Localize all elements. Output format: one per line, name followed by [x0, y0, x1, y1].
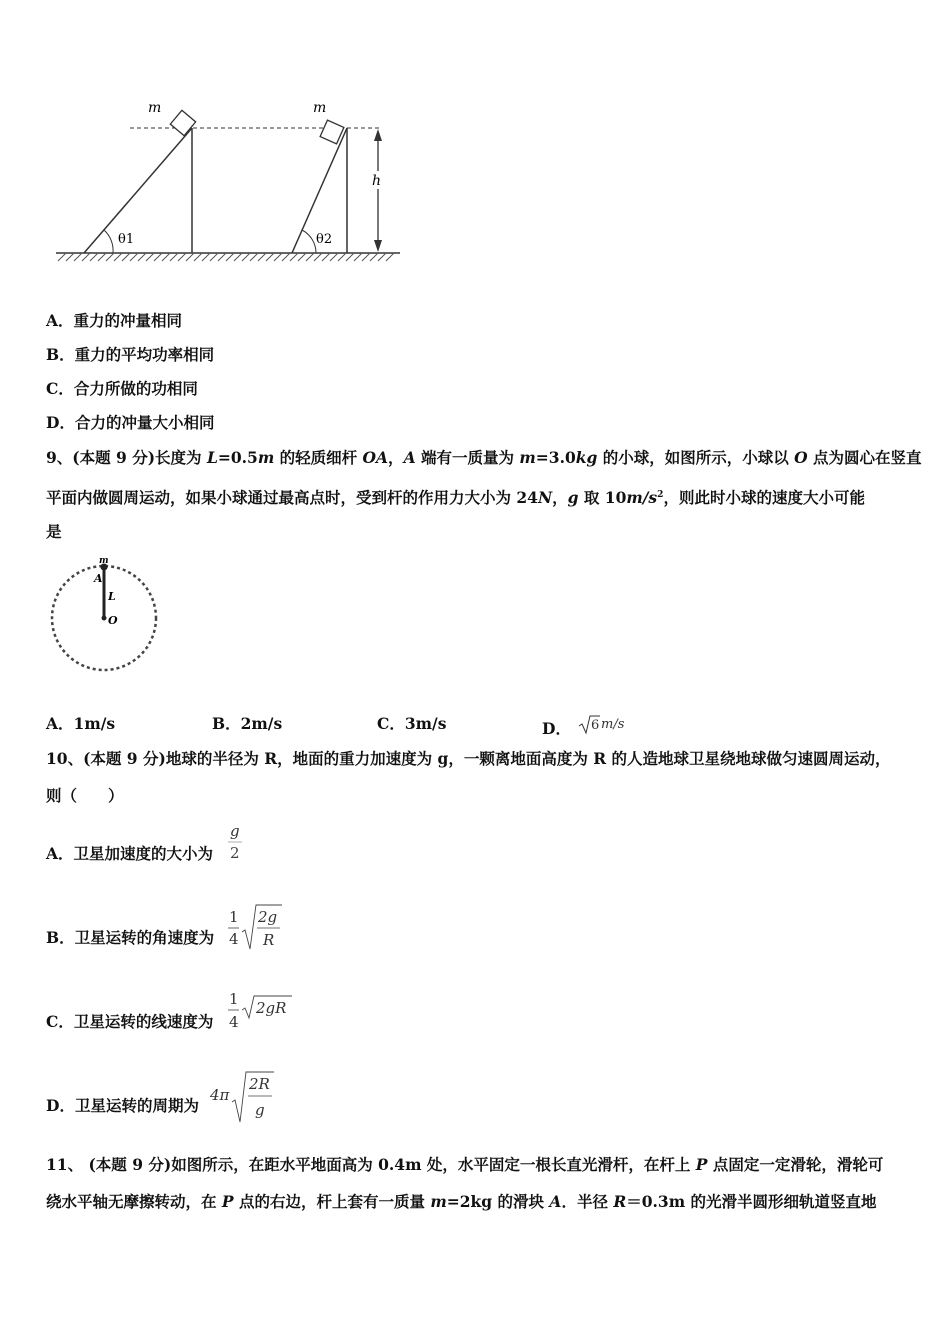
q10-line-2: 则（ ）: [46, 786, 124, 805]
svg-text:2: 2: [230, 844, 240, 862]
right-mass-label: m: [313, 100, 327, 116]
svg-text:1: 1: [229, 990, 239, 1008]
q10-line-1: 10、(本题 9 分)地球的半径为 R，地面的重力加速度为 g，一颗离地面高度为 R 的人造地球卫星绕地球做匀速圆周运动，: [46, 749, 891, 768]
q9-option-b: B．2m/s: [212, 714, 283, 733]
circle-figure: [44, 555, 164, 695]
svg-text:4: 4: [229, 930, 239, 948]
svg-text:4: 4: [229, 1013, 239, 1031]
sqrt6-expression: [578, 714, 634, 736]
q8-option-b: B．重力的平均功率相同: [46, 345, 215, 364]
height-arrow-top: [374, 129, 382, 141]
height-arrow-bottom: [374, 240, 382, 252]
q9-option-d: D． 6 m/s: [542, 714, 634, 739]
left-angle-label: θ1: [118, 232, 135, 247]
q8-option-a: A．重力的冲量相同: [46, 311, 183, 330]
q8-option-c: C．合力所做的功相同: [46, 379, 198, 398]
incline-figure: [50, 95, 410, 270]
left-mass-label: m: [148, 100, 162, 116]
ground-hatch: [58, 253, 394, 261]
length-label: L: [108, 590, 116, 603]
q10-option-a: A．卫星加速度的大小为: [46, 844, 214, 863]
svg-text:4π: 4π: [210, 1086, 230, 1104]
right-block: [320, 120, 344, 144]
svg-text:1: 1: [229, 908, 239, 926]
q11-line-1: 11、 (本题 9 分)如图所示，在距水平地面高为 0.4m 处，水平固定一根长直光滑杆，在杆上 P 点固定一定滑轮，滑轮可: [46, 1155, 884, 1174]
q9-line-1: 9、(本题 9 分)长度为 L=0.5m 的轻质细杆 OA，A 端有一质量为 m=3.0kg 的小球，如图所示，小球以 O 点为圆心在竖直: [46, 448, 922, 467]
svg-text:2R: 2R: [249, 1075, 270, 1093]
q9-line-2: 平面内做圆周运动，如果小球通过最高点时，受到杆的作用力大小为 24N，g 取 $10m/s^2$，则此时小球的速度大小可能: [46, 488, 865, 508]
point-o-label: O: [108, 614, 118, 627]
svg-text:R: R: [263, 931, 275, 949]
q10-d-expression: [208, 1068, 280, 1126]
ball-mass-label: m: [99, 556, 109, 566]
point-a-label: A: [94, 572, 103, 585]
svg-text:g: g: [255, 1101, 265, 1119]
q10-c-expression: [226, 986, 296, 1036]
right-angle-arc: [302, 230, 316, 253]
height-label: h: [372, 173, 382, 189]
q9-option-a: A．1m/s: [46, 714, 116, 733]
q10-b-expression: [226, 902, 286, 952]
svg-text:2g: 2g: [258, 908, 278, 926]
q9-option-c: C．3m/s: [377, 714, 447, 733]
left-angle-arc: [104, 230, 113, 253]
q9-line-3: 是: [46, 522, 62, 541]
right-angle-label: θ2: [316, 232, 333, 247]
q10-a-fraction: [226, 820, 246, 866]
left-incline: [84, 128, 192, 253]
svg-text:2gR: 2gR: [256, 999, 287, 1017]
q10-option-d: D．卫星运转的周期为: [46, 1096, 199, 1115]
svg-text:m/s: m/s: [601, 717, 625, 732]
svg-text:6: 6: [591, 718, 600, 733]
q8-option-d: D．合力的冲量大小相同: [46, 413, 215, 432]
q10-option-c: C．卫星运转的线速度为: [46, 1012, 214, 1031]
center-point: [102, 616, 107, 621]
svg-text:g: g: [230, 822, 240, 840]
q10-option-b: B．卫星运转的角速度为: [46, 928, 215, 947]
q11-line-2: 绕水平轴无摩擦转动，在 P 点的右边，杆上套有一质量 m=2kg 的滑块 A．半径 R＝0.3m 的光滑半圆形细轨道竖直地: [46, 1192, 877, 1211]
